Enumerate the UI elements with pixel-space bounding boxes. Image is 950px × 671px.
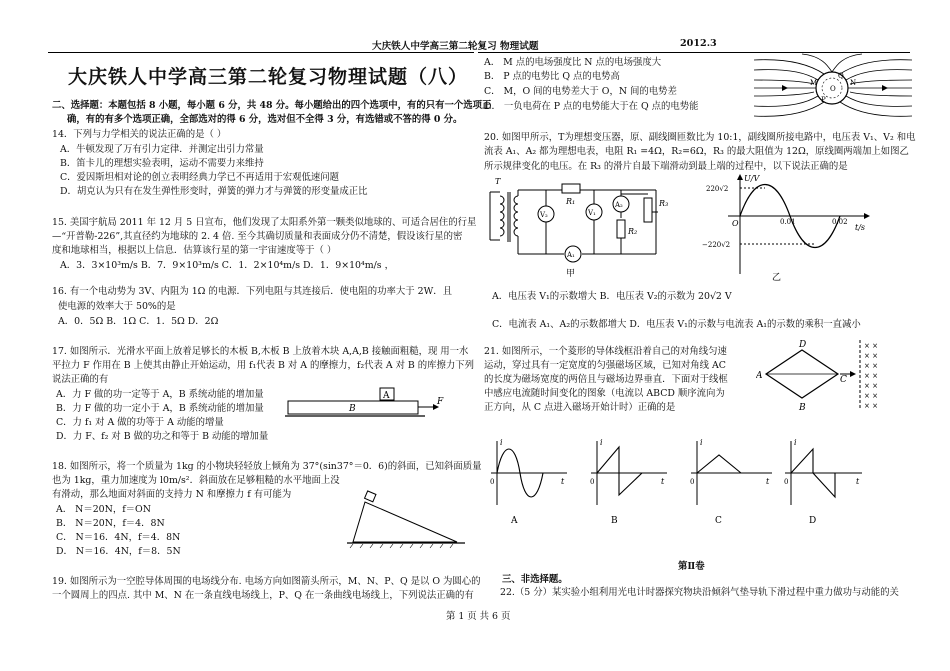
incline (353, 502, 457, 542)
vertex-b: B (799, 403, 806, 412)
point-q: Q (838, 72, 844, 80)
svg-text:× ×: × × (864, 392, 878, 400)
q17-option-a: A．力 F 做的功一定等于 A，B 系统动能的增加量 (56, 389, 264, 400)
caption-yi: 乙 (772, 273, 782, 283)
q20-voltage-graph (700, 172, 875, 284)
q14-option-c: C．爱因斯坦相对论的创立表明经典力学已不再适用于宏观低速问题 (60, 172, 340, 183)
q19-option-a: A． M 点的电场强度比 N 点的电场强度大 (484, 57, 662, 68)
field-arrow-right (882, 85, 888, 91)
page-footer: 第 1 页 共 6 页 (446, 611, 511, 622)
board-b-label: B (349, 404, 356, 414)
ymin-label: −220√2 (702, 241, 731, 249)
graph-a-origin: 0 (490, 478, 495, 486)
point-n: N (850, 79, 857, 87)
running-title: 大庆铁人中学高三第二轮复习 物理试题 (372, 41, 539, 52)
graph-c (690, 438, 772, 526)
graph-d-i: i (794, 438, 797, 447)
resistor-r1 (562, 184, 580, 193)
q14-option-a: A．牛顿发现了万有引力定律．并测定出引力常量 (60, 144, 264, 155)
y-axis-arrow (737, 174, 743, 180)
y-axis-label: U/V (744, 174, 760, 183)
vertex-c: C (840, 375, 847, 385)
q20-options-cd: C．电流表 A₁、A₂的示数都增大 D．电压表 V₁的示数与电流表 A₁的示数的乘积一直减小 (492, 319, 861, 330)
vertex-d: D (799, 340, 807, 350)
q16-line2: 使电源的效率大于 50%的是 (58, 301, 176, 312)
q19-option-b: B． P 点的电势比 Q 点的电势高 (484, 71, 620, 82)
q21-line1: 21. 如图所示，一个菱形的导体线框沿着自己的对角线匀速 (484, 346, 727, 357)
section2-line1: 二、选择题：本题包括 8 小题，每小题 6 分，共 48 分。每小题给出的四个选项中，有的只有一个选项正 (52, 100, 492, 111)
v2-label: V₂ (540, 211, 548, 219)
q17-line2: 平拉力 F 作用在 B 上使其由静止开始运动，用 f₁代表 B 对 A 的摩擦力，f₂代表 A 对 B 的库擦力下列 (52, 360, 475, 371)
caption-jia: 甲 (566, 269, 576, 279)
graph-a-i: i (500, 438, 503, 447)
q15-line1: 15. 美国宇航局 2011 年 12 月 5 日宣布，他们发现了太阳系外第一颗类似地球的、可适合居住的行星 (52, 217, 477, 228)
q22-line1: 22.（5 分）某实验小组利用光电计时器探究物块沿倾斜气垫导轨下滑过程中重力做功与动能的关 (500, 587, 899, 598)
q21-line4: 中感应电流随时间变化的图象（电流以 ABCD 顺序流向为 (484, 388, 725, 399)
graph-c-i: i (700, 438, 703, 447)
transformer-label: T (495, 177, 501, 186)
header-date: 2012.3 (680, 38, 717, 49)
svg-text:× ×: × × (864, 362, 878, 370)
q18-line1: 18. 如图所示，将一个质量为 1kg 的小物块轻轻放上倾角为 37°(sin37°＝0．6)的斜面，已知斜面质量 (52, 461, 482, 472)
q18-option-b: B． N＝20N，f＝4．8N (56, 518, 165, 529)
velocity-arrowhead (850, 371, 856, 377)
q20-line3: 所示规律变化的电压。在 R₃ 的滑片自最下端滑动到最上端的过程中，以下说法正确的是 (484, 161, 848, 172)
graph-c-origin: 0 (690, 478, 695, 486)
q19-option-c: C． M，O 间的电势差大于 O，N 间的电势差 (484, 86, 677, 97)
graph-b-i: i (600, 438, 603, 447)
q18-line3: 有滑动，那么地面对斜面的支持力 N 和摩擦力 f 有可能为 (52, 489, 292, 500)
svg-text:× ×: × × (864, 342, 878, 350)
part2-heading: 第Ⅱ卷 (678, 561, 705, 572)
q20-line1: 20. 如图甲所示，T为理想变压器，原、副线圈匝数比为 10:1，副线圈所接电路中，电压表 V₁、V₂ 和电 (484, 132, 916, 143)
magnetic-field-crosses (864, 342, 878, 410)
q18-incline-figure (345, 490, 470, 550)
q16-options: A．0．5Ω B．1Ω C．1．5Ω D．2Ω (58, 316, 219, 327)
small-block (365, 491, 376, 502)
q17-line1: 17. 如图所示．光滑水平面上放着足够长的木板 B,木板 B 上放着木块 A,A,B 接触面粗糙，现 用一水 (52, 346, 469, 357)
graph-d-t: t (856, 477, 860, 486)
ground-hatch (350, 544, 453, 548)
q14-stem: 14．下列与力学相关的说法正确的是（ ） (52, 129, 227, 140)
graph-b-label: B (611, 516, 618, 526)
q21-line3: 的长度为磁场宽度的两倍且与磁场边界垂直．下面对于线框 (484, 374, 728, 385)
graph-a-label: A (511, 516, 518, 526)
svg-text:× ×: × × (864, 352, 878, 360)
q15-line3: 度和地球相当，根据以上信息．估算该行星的第一宇宙速度等于（ ） (52, 245, 337, 256)
a1-label: A₁ (567, 251, 575, 259)
x-axis-arrow (864, 213, 870, 219)
q18-option-c: C． N＝16．4N，f＝4．8N (56, 532, 181, 543)
q14-option-d: D．胡克认为只有在发生弹性形变时，弹簧的弹力才与弹簧的形变量成正比 (60, 186, 368, 197)
x-axis-label: t/s (855, 223, 866, 232)
ymax-label: 220√2 (706, 185, 729, 193)
q19-line1: 19. 如图所示为一空腔导体周围的电场线分布. 电场方向如图箭头所示，M、N、P、Q 是以 O 为圆心的 (52, 576, 481, 587)
graph-d (784, 438, 862, 526)
q20-options-ab: A．电压表 V₁的示数增大 B．电压表 V₂的示数为 20√2 V (492, 291, 732, 302)
block-a-label: A (383, 391, 390, 401)
q17-option-d: D．力 F、f₂ 对 B 做的功之和等于 B 动能的增加量 (56, 431, 269, 442)
q20-line2: 流表 A₁、A₂ 都为理想电表，电阻 R₁ =4Ω，R₂=6Ω，R₃ 的最大阻值为 12Ω，原线圈两端加上如图乙 (484, 146, 909, 157)
svg-text:× ×: × × (864, 382, 878, 390)
q19-option-d: D． 一负电荷在 P 点的电势能大于在 Q 点的电势能 (484, 101, 699, 112)
graph-b-t: t (661, 477, 665, 486)
t2-label: 0.02 (832, 218, 848, 226)
field-arrow-left (782, 85, 788, 91)
q18-option-d: D． N＝16．4N，f＝8．5N (56, 546, 181, 557)
r3-label: R₃ (659, 199, 669, 208)
q18-option-a: A． N＝20N，f＝ON (56, 504, 151, 515)
q17-option-b: B．力 F 做的功一定小于 A，B 系统动能的增加量 (56, 403, 264, 414)
r2-label: R₂ (628, 227, 638, 236)
q20-circuit-figure (486, 172, 686, 282)
q17-line3: 说法正确的有 (52, 374, 109, 385)
q21-rhombus-figure (756, 338, 886, 412)
q18-line2: 也为 1kg，重力加速度为 l0m/s²．斜面放在足够粗糙的水平地面上没 (52, 475, 340, 486)
graph-b (590, 438, 667, 526)
point-o: O (830, 85, 836, 93)
section3-heading: 三、非选择题。 (502, 574, 568, 585)
q15-options: A．3．3×10³m/s B．7．9×10³m/s C．1．2×10⁴m/s D．1．9×10⁴m/s ， (60, 260, 394, 271)
q16-line1: 16. 有一个电动势为 3V、内阻为 1Ω 的电源．下列电阻与其连接后．使电阻的功率大于 2W．且 (52, 286, 453, 297)
t1-label: 0.01 (780, 218, 796, 226)
graph-a (490, 438, 567, 526)
graph-b-origin: 0 (590, 478, 595, 486)
origin-label: O (732, 219, 739, 228)
q19-line2: 一个圆周上的四点. 其中 M、N 在一条直线电场线上，P、Q 在一条曲线电场线上，下列说法正确的有 (52, 590, 474, 601)
q14-option-b: B．笛卡儿的理想实验表明，运动不需要力来维持 (60, 158, 264, 169)
graph-a-t: t (561, 477, 565, 486)
point-p: P (821, 96, 826, 104)
q19-field-figure (752, 52, 914, 124)
q21-answer-graphs (487, 435, 867, 527)
svg-text:× ×: × × (864, 402, 878, 410)
q21-line5: 正方向，从 C 点进入磁场开始计时）正确的是 (484, 402, 676, 413)
header-rule-left (48, 52, 474, 53)
a2-label: A₂ (615, 201, 623, 209)
graph-d-origin: 0 (784, 478, 789, 486)
q17-option-c: C．力 f₁ 对 A 做的功等于 A 动能的增量 (56, 417, 224, 428)
r1-label: R₁ (566, 197, 576, 206)
vertex-a: A (756, 371, 763, 381)
force-label: F (437, 397, 444, 407)
point-m: M (810, 79, 818, 87)
graph-d-label: D (809, 516, 817, 526)
section2-line2: 确，有的有多个选项正确，全部选对的得 6 分，选对但不全得 3 分，有选错或不答的得 0 分。 (67, 114, 463, 125)
resistor-r2 (617, 220, 625, 238)
graph-c-t: t (766, 477, 770, 486)
q15-line2: —“开普勒-226”,其直径约为地球的 2. 4 倍. 至今其确切质量和表面成分仍不清楚，假设该行星的密 (52, 231, 463, 242)
q17-block-figure (285, 384, 445, 424)
svg-text:× ×: × × (864, 372, 878, 380)
v1-label: V₁ (588, 209, 596, 217)
graph-c-label: C (715, 516, 722, 526)
page-title: 大庆铁人中学高三第二轮复习物理试题（八） (68, 66, 469, 88)
rheostat-r3 (644, 198, 652, 222)
q21-line2: 运动，穿过具有一定宽度的匀强磁场区域，已知对角线 AC (484, 360, 726, 371)
